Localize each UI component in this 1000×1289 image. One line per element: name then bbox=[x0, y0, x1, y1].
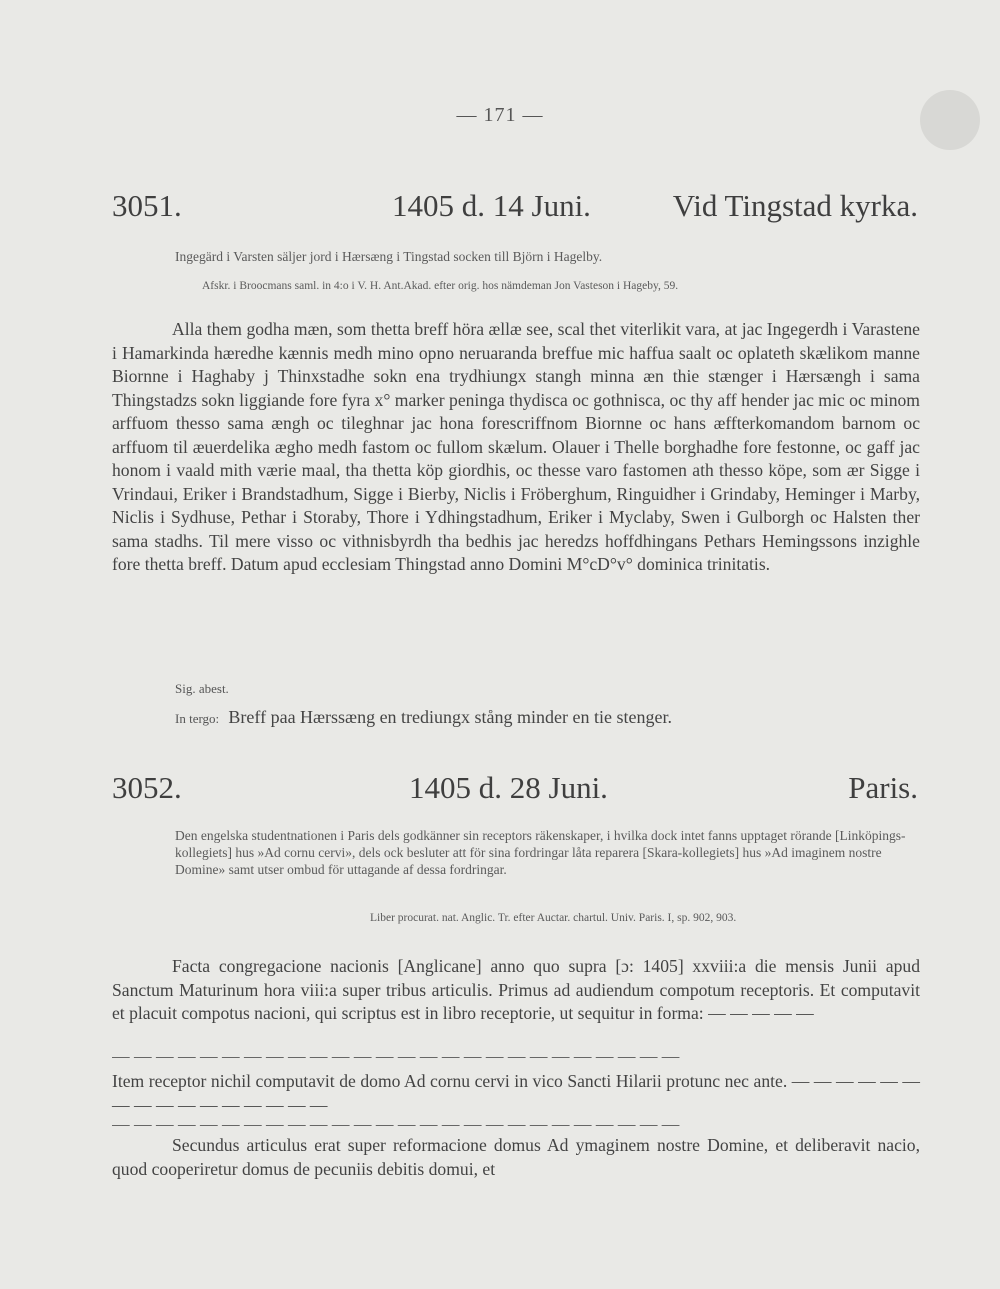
document-summary: Ingegärd i Varsten säljer jord i Hærsæng i Tingstad socken till Björn i Hagelby. bbox=[175, 249, 603, 264]
document-text bbox=[112, 1070, 920, 1117]
document-place: Paris. bbox=[848, 770, 918, 805]
page-number: — 171 — bbox=[456, 104, 544, 126]
document-summary: Den engelska studentnationen i Paris dels godkänner sin receptors räkenskaper, i hvilka dock intet fanns upptaget rörande [Linköpings-kollegiets] hus »Ad cornu cervi», dels ock besluter att för sina fordringar låta reparera [Skara-kollegiets] hus »Ad imaginem nostre Domine» samt utser ombud för uttagande af dessa fordringar. bbox=[175, 828, 906, 877]
document-text bbox=[112, 318, 920, 577]
document-number: 3052. bbox=[112, 770, 182, 805]
document-source: Afskr. i Broocmans saml. in 4:o i V. H. Ant.Akad. efter orig. hos nämdeman Jon Vasteson i Hageby, 59. bbox=[202, 280, 679, 292]
dash-filler: — — — — — bbox=[708, 1003, 814, 1023]
text-paragraph bbox=[112, 955, 920, 1026]
seal-note: Sig. abest. bbox=[175, 681, 229, 696]
in-tergo-text: Breff paa Hærssæng en trediungx stång minder en tie stenger. bbox=[228, 707, 672, 727]
dash-line: — — — — — — — — — — — — — — — — — — — — — — — — — — bbox=[112, 1114, 680, 1134]
dash-filler: — — — — — — — — — — — — — — — — bbox=[112, 1071, 920, 1115]
in-tergo-label: In tergo: bbox=[175, 711, 220, 726]
document-header bbox=[112, 770, 918, 810]
document-text bbox=[112, 1134, 920, 1181]
document-date: 1405 d. 14 Juni. bbox=[392, 188, 591, 223]
text-paragraph: Secundus articulus erat super reformacione domus Ad ymaginem nostre Domine, et deliberavit nacio, quod cooperiretur domus de pecuniis debitis domui, et bbox=[112, 1135, 920, 1179]
paragraph-text: Facta congregacione nacionis [Anglicane] anno quo supra [ɔ: 1405] xxviii:a die mensis Junii apud Sanctum Maturinum hora viii:a super tribus articulis. Primus ad audiendum compotum receptoris. Et computavit et placuit compotus nacioni, qui scriptus est in libro receptorie, ut sequitur in forma: bbox=[112, 956, 920, 1023]
document-text bbox=[112, 955, 920, 1026]
document-source: Liber procurat. nat. Anglic. Tr. efter Auctar. chartul. Univ. Paris. I, sp. 902, 903. bbox=[370, 912, 737, 924]
document-number: 3051. bbox=[112, 188, 182, 223]
paragraph-text: Item receptor nichil computavit de domo Ad cornu cervi in vico Sancti Hilarii protunc nec ante. bbox=[112, 1071, 788, 1091]
text-paragraph bbox=[112, 1070, 920, 1117]
text-paragraph: Alla them godha mæn, som thetta breff höra ællæ see, scal thet viterlikit vara, at jac Ingegerdh i Varastene i Hamarkinda hæredhe kænnis medh mino opno neruaranda breffue mic haffua saalt oc oplateth skælikom manne Biornne i Haghaby j Thinxstadhe sokn ena trydhiungx stangh minna æn thie stænger i Hærsængh i sama Thingstadzs sokn liggiande fore fyra x° marker peninga thydisca oc gothnisca, oc thy aff hender jac mic oc minom arffuom thesso sama ængh oc tileghnar jac hona forescriffnom Biornne oc hans æffterkomandom barnom oc arffuom til æuerdelika ægho medh fastom oc fullom skælum. Olauer i Thelle borghadhe fore festonne, oc gaff jac honom i vaald mith værie maal, tha thetta köp giordhis, oc thesse varo fastomen ath thesso köpe, som ær Sigge i Vrindaui, Eriker i Brandstadhum, Sigge i Bierby, Niclis i Fröberghum, Ringuidher i Grindaby, Heminger i Marby, Niclis i Sydhuse, Pethar i Storaby, Thore i Ydhingstadhum, Eriker i Myclaby, Swen i Gulborgh oc Halsten ther sama stadhs. Til mere visso oc vithnisbyrdh tha bedhis jac heredzs hoffdhingans Pethars Hemingssons inzighle fore thetta breff. Datum apud ecclesiam Thingstad anno Domini M°cD°v° dominica trinitatis. bbox=[112, 319, 920, 574]
document-place: Vid Tingstad kyrka. bbox=[672, 188, 918, 223]
document-header bbox=[112, 188, 918, 228]
document-date: 1405 d. 28 Juni. bbox=[409, 770, 608, 805]
dash-line: — — — — — — — — — — — — — — — — — — — — — — — — — — bbox=[112, 1046, 680, 1066]
in-tergo-note bbox=[175, 707, 672, 728]
